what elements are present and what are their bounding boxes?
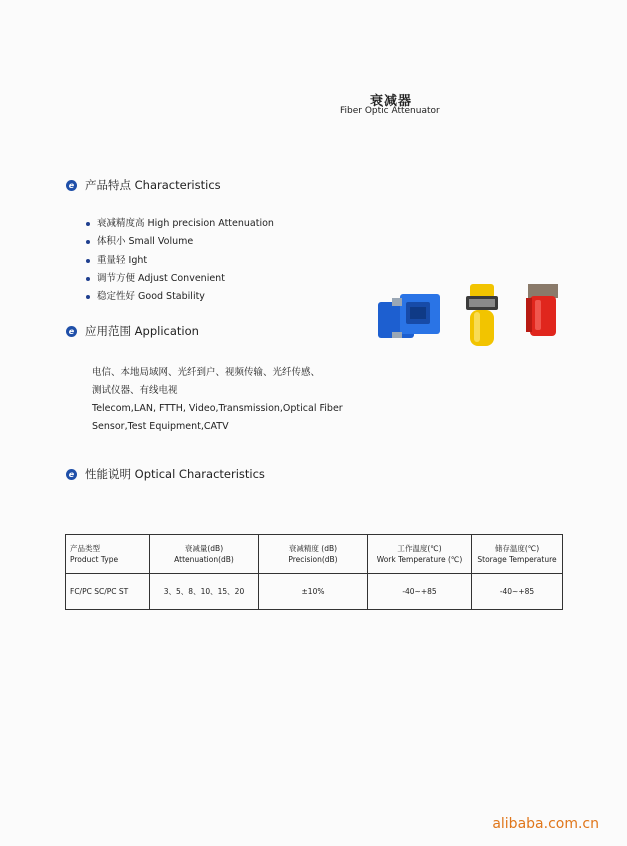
table-header-cell: 衰减精度 (dB) Precision(dB): [259, 535, 368, 574]
application-line: 测试仪器、有线电视: [92, 385, 178, 396]
list-item: [86, 215, 274, 233]
table-header-cell: 衰减量(dB) Attenuation(dB): [150, 535, 259, 574]
fc-attenuator-image: [526, 284, 558, 336]
application-line: Telecom,LAN, FTTH, Video,Transmission,Optical Fiber: [92, 403, 343, 414]
list-item-text: 稳定性好 Good Stability: [97, 291, 205, 303]
table-cell: ±10%: [259, 574, 368, 610]
table-header-cell: 产品类型 Product Type: [66, 535, 150, 574]
application-line: 电信、本地局域网、光纤到户、视频传输、光纤传感、: [92, 367, 321, 378]
list-item: [86, 288, 274, 306]
feature-list: [86, 215, 274, 306]
page-title: 衰减器: [370, 94, 413, 109]
section-title: 产品特点 Characteristics: [85, 178, 221, 192]
list-item-text: 衰减精度高 High precision Attenuation: [97, 218, 274, 229]
table-cell: 3、5、8、10、15、20: [150, 574, 259, 610]
sc-adapter-image: [378, 294, 440, 338]
list-item: [86, 252, 274, 270]
table-header-cell: 工作温度(℃) Work Temperature (℃): [368, 535, 472, 574]
watermark: alibaba.com.cn: [492, 816, 599, 832]
list-item-text: 调节方便 Adjust Convenient: [97, 272, 225, 284]
info-badge-icon: e: [66, 469, 77, 480]
info-badge-icon: e: [66, 326, 77, 337]
list-item-text: 重量轻 Ight: [97, 254, 148, 266]
bullet-icon: [86, 259, 90, 263]
st-attenuator-image: [466, 284, 498, 346]
application-line: Sensor,Test Equipment,CATV: [92, 421, 229, 432]
bullet-icon: [86, 277, 90, 281]
spec-table: [65, 534, 563, 610]
list-item: [86, 270, 274, 288]
section-optical: [66, 466, 265, 482]
table-cell: -40~+85: [472, 574, 563, 610]
list-item-text: 体积小 Small Volume: [97, 236, 194, 248]
page-subtitle: Fiber Optic Attenuator: [340, 106, 440, 116]
section-characteristics: [66, 177, 221, 193]
section-title: 应用范围 Application: [85, 324, 199, 338]
bullet-icon: [86, 240, 90, 244]
info-badge-icon: e: [66, 180, 77, 191]
section-application: [66, 323, 199, 339]
bullet-icon: [86, 222, 90, 226]
table-cell: -40~+85: [368, 574, 472, 610]
product-photo: [370, 280, 570, 360]
table-row: [66, 574, 563, 610]
application-text: [92, 364, 343, 436]
section-title: 性能说明 Optical Characteristics: [85, 467, 265, 481]
bullet-icon: [86, 295, 90, 299]
table-header-cell: 储存温度(℃) Storage Temperature: [472, 535, 563, 574]
table-header-row: [66, 535, 563, 574]
table-cell: FC/PC SC/PC ST: [66, 574, 150, 610]
list-item: [86, 233, 274, 251]
